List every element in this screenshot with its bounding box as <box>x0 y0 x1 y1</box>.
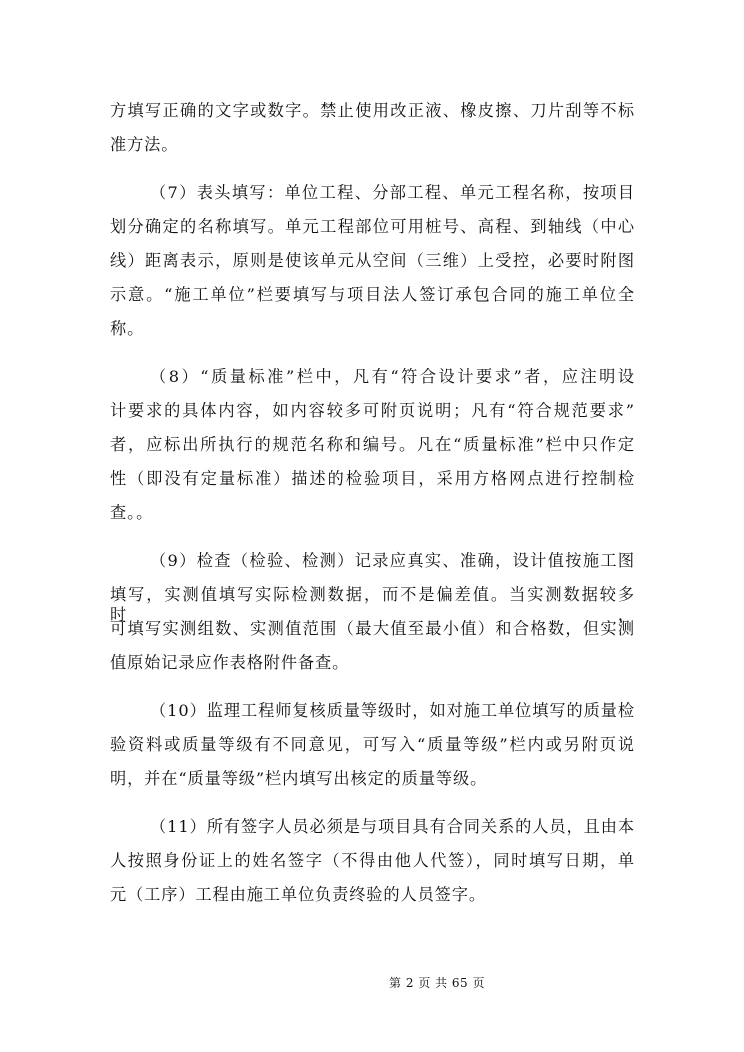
paragraph-line: 称。 <box>110 319 145 338</box>
paragraph-line: （8）“质量标准”栏中，凡有“符合设计要求”者，应注明设 <box>150 367 635 386</box>
paragraph-line: （10）监理工程师复核质量等级时，如对施工单位填写的质量检 <box>150 701 635 720</box>
page-number: 第 2 页 共 65 页 <box>389 976 485 990</box>
paragraph-line: 划分确定的名称填写。单元工程部位可用桩号、高程、到轴线（中心 <box>110 217 635 236</box>
paragraph-line: 计要求的具体内容，如内容较多可附页说明；凡有“符合规范要求” <box>110 401 635 420</box>
paragraph-line: （9）检查（检验、检测）记录应真实、准确，设计值按施工图 <box>150 551 635 570</box>
paragraph-line: 准方法。 <box>110 135 179 154</box>
paragraph-line: 值原始记录应作表格附件备查。 <box>110 653 350 672</box>
paragraph-line: 元（工序）工程由施工单位负责终验的人员签字。 <box>110 885 486 904</box>
paragraph-line: 人按照身份证上的姓名签字（不得由他人代签），同时填写日期，单 <box>110 851 635 870</box>
paragraph-line: 查。。 <box>110 503 154 522</box>
paragraph-line: （11）所有签字人员必须是与项目具有合同关系的人员，且由本 <box>150 817 635 836</box>
paragraph-line: 填写，实测值填写实际检测数据，而不是偏差值。当实测数据较多时， <box>110 585 635 624</box>
paragraph-line: 者，应标出所执行的规范名称和编号。凡在“质量标准”栏中只作定 <box>110 435 635 454</box>
paragraph-line: 示意。“施工单位”栏要填写与项目法人签订承包合同的施工单位全 <box>110 285 635 304</box>
paragraph-line: 线）距离表示，原则是使该单元从空间（三维）上受控，必要时附图 <box>110 251 635 270</box>
paragraph-line: （7）表头填写：单位工程、分部工程、单元工程名称，按项目 <box>150 183 635 202</box>
paragraph-line: 可填写实测组数、实测值范围（最大值至最小值）和合格数，但实测 <box>110 619 635 638</box>
paragraph-line: 性（即没有定量标准）描述的检验项目，采用方格网点进行控制检 <box>110 469 635 488</box>
paragraph-line: 方填写正确的文字或数字。禁止使用改正液、橡皮擦、刀片刮等不标 <box>110 101 635 120</box>
paragraph-line: 验资料或质量等级有不同意见，可写入“质量等级”栏内或另附页说 <box>110 735 635 754</box>
paragraph-line: 明，并在“质量等级”栏内填写出核定的质量等级。 <box>110 769 488 788</box>
